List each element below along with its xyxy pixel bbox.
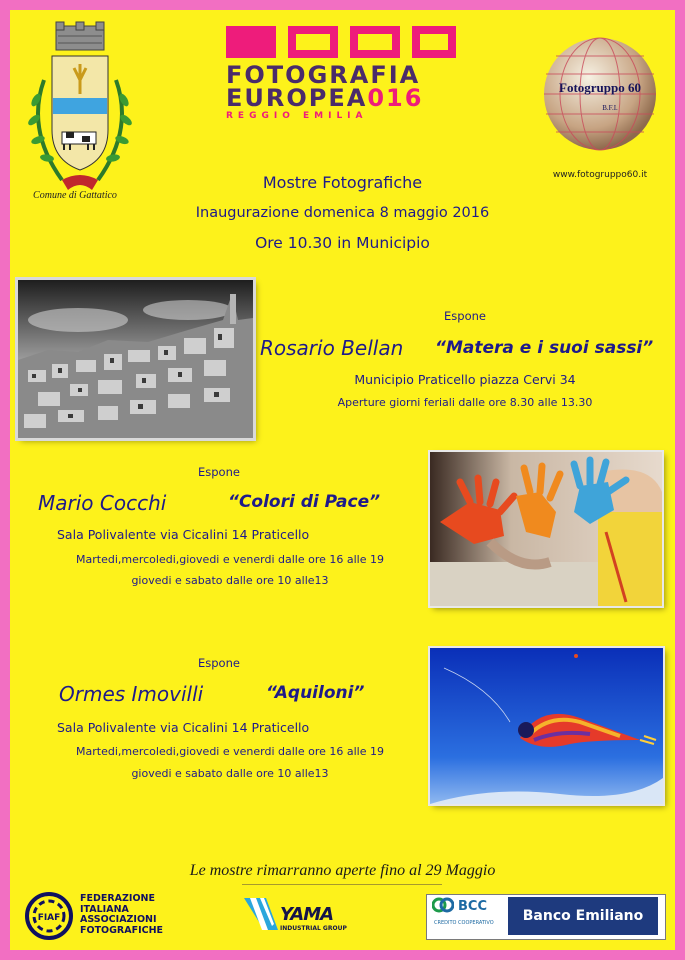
comune-caption: Comune di Gattatico: [33, 190, 117, 201]
matera-photo: [18, 280, 253, 438]
fiaf-line-4: FOTOGRAFICHE: [80, 924, 164, 936]
exhibit-2-hours-2: giovedi e sabato dalle ore 10 alle13: [131, 574, 329, 587]
yama-logo-icon: [242, 896, 282, 932]
exhibit-2-venue: Sala Polivalente via Cicalini 14 Praticello: [57, 527, 310, 542]
fe-title-europea: EUROPEA: [226, 84, 368, 112]
exhibit-2-title: “Colori di Pace”: [228, 492, 381, 512]
yama-logo-sub: INDUSTRIAL GROUP: [280, 925, 347, 932]
closing-divider: [242, 884, 442, 885]
intro-time: Ore 10.30 in Municipio: [255, 234, 430, 252]
intro-inauguration: Inaugurazione domenica 8 maggio 2016: [195, 205, 490, 221]
fiaf-line-2: ITALIANA: [80, 903, 129, 915]
fotografia-europea-title: [226, 61, 456, 112]
fiaf-line-1: FEDERAZIONE: [80, 893, 155, 904]
exhibit-2-espone: Espone: [198, 465, 240, 479]
fiaf-line-3: ASSOCIAZIONI: [80, 914, 157, 925]
globe-title: Fotogruppo 60: [559, 80, 641, 95]
yama-logo-text: YAMA: [280, 904, 334, 925]
exhibit-1-espone: Espone: [444, 309, 486, 323]
fiaf-logo-text: FIAF: [37, 913, 61, 923]
exhibit-3-hours-2: giovedi e sabato dalle ore 10 alle13: [131, 767, 329, 780]
exhibit-2-hours-1: Martedi,mercoledi,giovedi e venerdi dalle ore 16 alle 19: [76, 553, 384, 566]
bcc-logo-icon: [432, 897, 454, 913]
fe-title-line1: FOTOGRAFIA: [226, 61, 421, 89]
bcc-logo-text: BCC: [458, 899, 487, 914]
fe-subtitle: REGGIO EMILIA: [226, 111, 368, 121]
exhibit-3-venue: Sala Polivalente via Cicalini 14 Praticello: [57, 720, 310, 735]
exhibit-1-venue: Municipio Praticello piazza Cervi 34: [354, 372, 576, 387]
exhibit-3-hours-1: Martedi,mercoledi,giovedi e venerdi dalle ore 16 alle 19: [76, 745, 384, 758]
fotografia-europea-squares-logo: [226, 24, 456, 64]
poster: [10, 10, 675, 950]
fotogruppo-url[interactable]: www.fotogruppo60.it: [552, 170, 648, 180]
hands-photo-image: [430, 452, 662, 606]
kite-photo: [430, 648, 663, 804]
fiaf-text: [80, 894, 180, 936]
exhibit-3-title: “Aquiloni”: [266, 683, 365, 703]
exhibit-1-title: “Matera e i suoi sassi”: [435, 338, 654, 358]
matera-photo-image: [18, 280, 253, 438]
exhibit-3-artist: Ormes Imovilli: [59, 682, 204, 706]
hands-photo: [430, 452, 662, 606]
exhibit-2-artist: Mario Cocchi: [38, 491, 167, 515]
bcc-logo-sub: CREDITO COOPERATIVO: [434, 920, 494, 926]
kite-photo-image: [430, 648, 663, 804]
exhibit-3-espone: Espone: [198, 656, 240, 670]
intro-title: Mostre Fotografiche: [262, 173, 423, 192]
fiaf-logo-icon: [24, 890, 74, 942]
fe-title-year: 016: [367, 84, 424, 112]
globe-sub: B.F.I.: [602, 104, 618, 112]
exhibit-1-artist: Rosario Bellan: [260, 336, 404, 360]
closing-note: Le mostre rimarranno aperte fino al 29 Maggio: [189, 862, 496, 879]
banco-emiliano-logo: Banco Emiliano: [508, 897, 658, 935]
fe-title-line2: [226, 84, 456, 112]
exhibit-1-hours: Aperture giorni feriali dalle ore 8.30 alle 13.30: [337, 396, 593, 409]
